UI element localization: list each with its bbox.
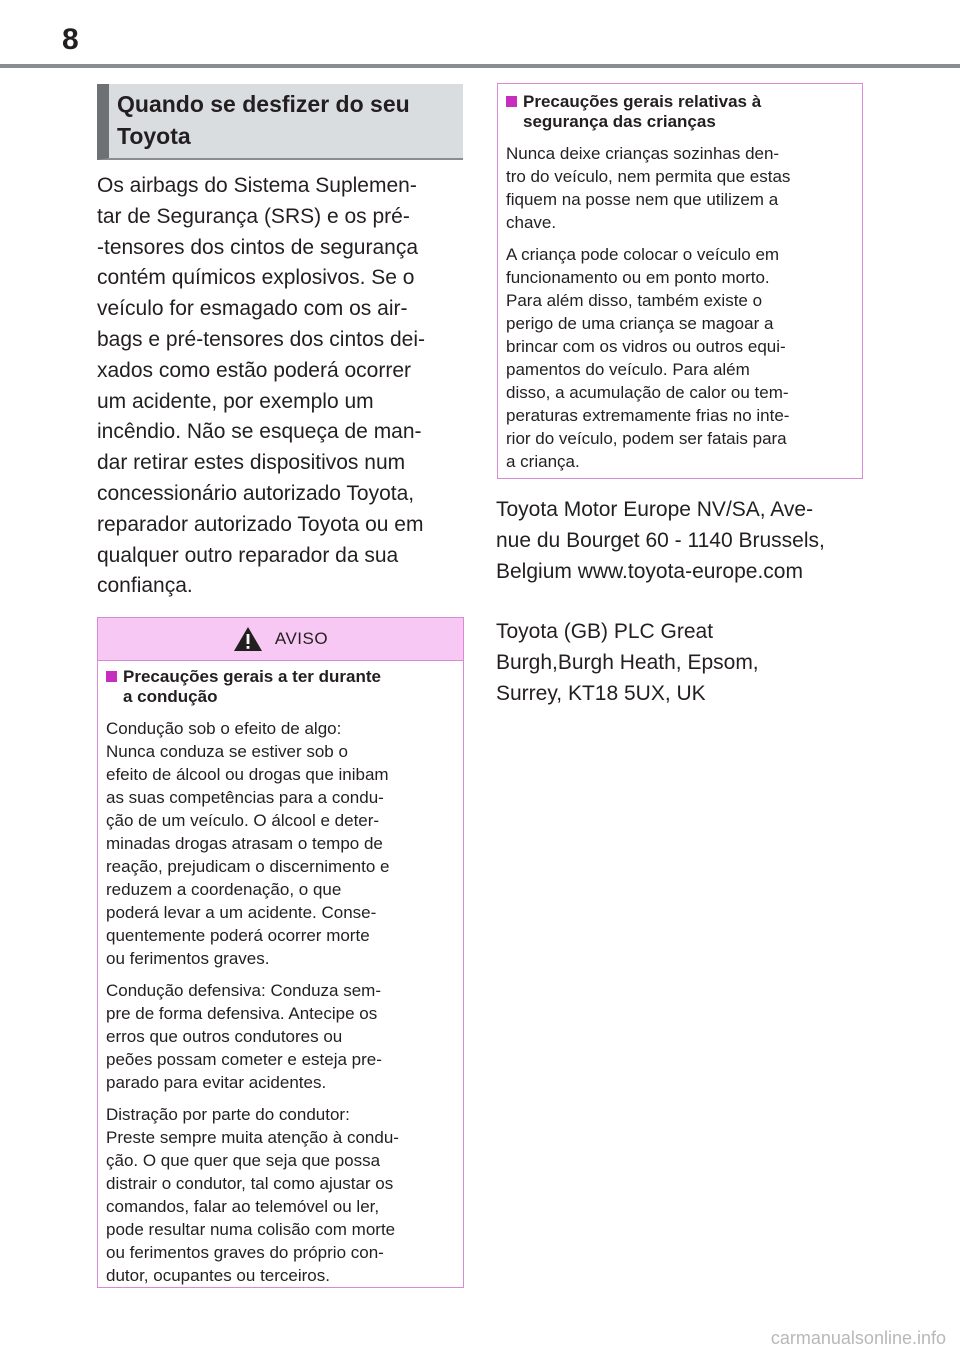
para-line: erros que outros condutores ou <box>106 1027 343 1046</box>
subheading-line: Precauções gerais relativas à <box>523 92 762 111</box>
body-line: confiança. <box>97 574 193 598</box>
warning-paragraph-1 <box>106 717 453 970</box>
warning-subheading <box>106 667 453 707</box>
body-line: qualquer outro reparador da sua <box>97 543 399 567</box>
watermark: carmanualsonline.info <box>770 1328 946 1348</box>
para-line: poderá levar a um acidente. Conse- <box>106 903 377 922</box>
page-number: 8 <box>62 23 79 56</box>
para-line: efeito de álcool ou drogas que inibam <box>106 765 389 784</box>
para-line: brincar com os vidros ou outros equi- <box>506 337 786 356</box>
para-line: chave. <box>506 213 557 232</box>
body-line: tar de Segurança (SRS) e os pré- <box>97 204 410 228</box>
address-toyota-gb <box>496 617 866 709</box>
warning-content <box>98 661 463 1287</box>
subheading-line: a condução <box>123 687 218 706</box>
para-line: ou ferimentos graves. <box>106 949 270 968</box>
child-safety-box <box>497 83 863 479</box>
para-line: pre de forma defensiva. Antecipe os <box>106 1004 378 1023</box>
warning-paragraph-2 <box>106 979 453 1094</box>
address-line: Surrey, KT18 5UX, UK <box>496 681 706 705</box>
para-line: peões possam cometer e esteja pre- <box>106 1050 382 1069</box>
body-line: Os airbags do Sistema Suplemen- <box>97 174 417 197</box>
para-line: Para além disso, também existe o <box>506 291 763 310</box>
para-line: tro do veículo, nem permita que estas <box>506 167 791 186</box>
para-line: ção de um veículo. O álcool e deter- <box>106 811 380 830</box>
body-line: xados como estão poderá ocorrer <box>97 358 412 382</box>
warning-title: AVISO <box>274 629 329 648</box>
address-line: Toyota Motor Europe NV/SA, Ave- <box>496 498 814 521</box>
address-line: Burgh,Burgh Heath, Epsom, <box>496 650 759 674</box>
para-line: as suas competências para a condu- <box>106 788 384 807</box>
body-line: bags e pré-tensores dos cintos dei- <box>97 327 426 351</box>
child-safety-content <box>498 84 862 473</box>
body-line: veículo for esmagado com os air- <box>97 297 408 321</box>
para-line: Condução sob o efeito de algo: <box>106 719 342 738</box>
para-line: funcionamento ou em ponto morto. <box>506 268 770 287</box>
para-line: dutor, ocupantes ou terceiros. <box>106 1266 330 1285</box>
child-safety-paragraph-1 <box>506 142 852 234</box>
para-line: peraturas extremamente frias no inte- <box>506 406 790 425</box>
para-line: Preste sempre muita atenção à condu- <box>106 1128 399 1147</box>
para-line: perigo de uma criança se magoar a <box>506 314 774 333</box>
para-line: parado para evitar acidentes. <box>106 1073 327 1092</box>
square-bullet-icon <box>106 671 117 682</box>
section-heading-line: Quando se desfizer do seu <box>117 91 410 117</box>
warning-header <box>98 618 463 661</box>
para-line: quentemente poderá ocorrer morte <box>106 926 370 945</box>
address-line: Toyota (GB) PLC Great <box>496 620 714 643</box>
child-safety-subheading <box>506 92 852 132</box>
square-bullet-icon <box>506 96 517 107</box>
para-line: A criança pode colocar o veículo em <box>506 245 780 264</box>
para-line: fiquem na posse nem que utilizem a <box>506 190 779 209</box>
para-line: Nunca deixe crianças sozinhas den- <box>506 144 780 163</box>
para-line: disso, a acumulação de calor ou tem- <box>506 383 789 402</box>
para-line: Distração por parte do condutor: <box>106 1105 350 1124</box>
subheading-line: segurança das crianças <box>523 112 716 131</box>
disposal-body-text <box>97 171 465 602</box>
address-line: nue du Bourget 60 - 1140 Brussels, <box>496 528 825 552</box>
child-safety-paragraph-2 <box>506 243 852 473</box>
para-line: reduzem a coordenação, o que <box>106 880 342 899</box>
body-line: -tensores dos cintos de segurança <box>97 235 419 259</box>
section-heading-line: Toyota <box>117 123 191 149</box>
para-line: minadas drogas atrasam o tempo de <box>106 834 383 853</box>
subheading-line: Precauções gerais a ter durante <box>123 667 381 686</box>
body-line: concessionário autorizado Toyota, <box>97 481 415 505</box>
para-line: Condução defensiva: Conduza sem- <box>106 981 381 1000</box>
body-line: dar retirar estes dispositivos num <box>97 451 406 475</box>
body-line: incêndio. Não se esqueça de man- <box>97 420 422 444</box>
warning-box <box>97 617 464 1288</box>
address-toyota-europe <box>496 495 866 587</box>
warning-triangle-icon <box>233 626 263 652</box>
para-line: comandos, falar ao telemóvel ou ler, <box>106 1197 380 1216</box>
body-line: um acidente, por exemplo um <box>97 389 374 413</box>
para-line: ção. O que quer que seja que possa <box>106 1151 381 1170</box>
body-line: contém químicos explosivos. Se o <box>97 266 415 290</box>
para-line: pamentos do veículo. Para além <box>506 360 750 379</box>
para-line: reação, prejudicam o discernimento e <box>106 857 390 876</box>
body-line: reparador autorizado Toyota ou em <box>97 512 424 536</box>
warning-paragraph-3 <box>106 1103 453 1287</box>
address-line: Belgium www.toyota-europe.com <box>496 559 803 583</box>
para-line: distrair o condutor, tal como ajustar os <box>106 1174 394 1193</box>
header-rule <box>0 64 960 68</box>
para-line: rior do veículo, podem ser fatais para <box>506 429 787 448</box>
para-line: pode resultar numa colisão com morte <box>106 1220 396 1239</box>
section-heading <box>97 84 463 160</box>
para-line: ou ferimentos graves do próprio con- <box>106 1243 384 1262</box>
para-line: Nunca conduza se estiver sob o <box>106 742 348 761</box>
para-line: a criança. <box>506 452 580 471</box>
